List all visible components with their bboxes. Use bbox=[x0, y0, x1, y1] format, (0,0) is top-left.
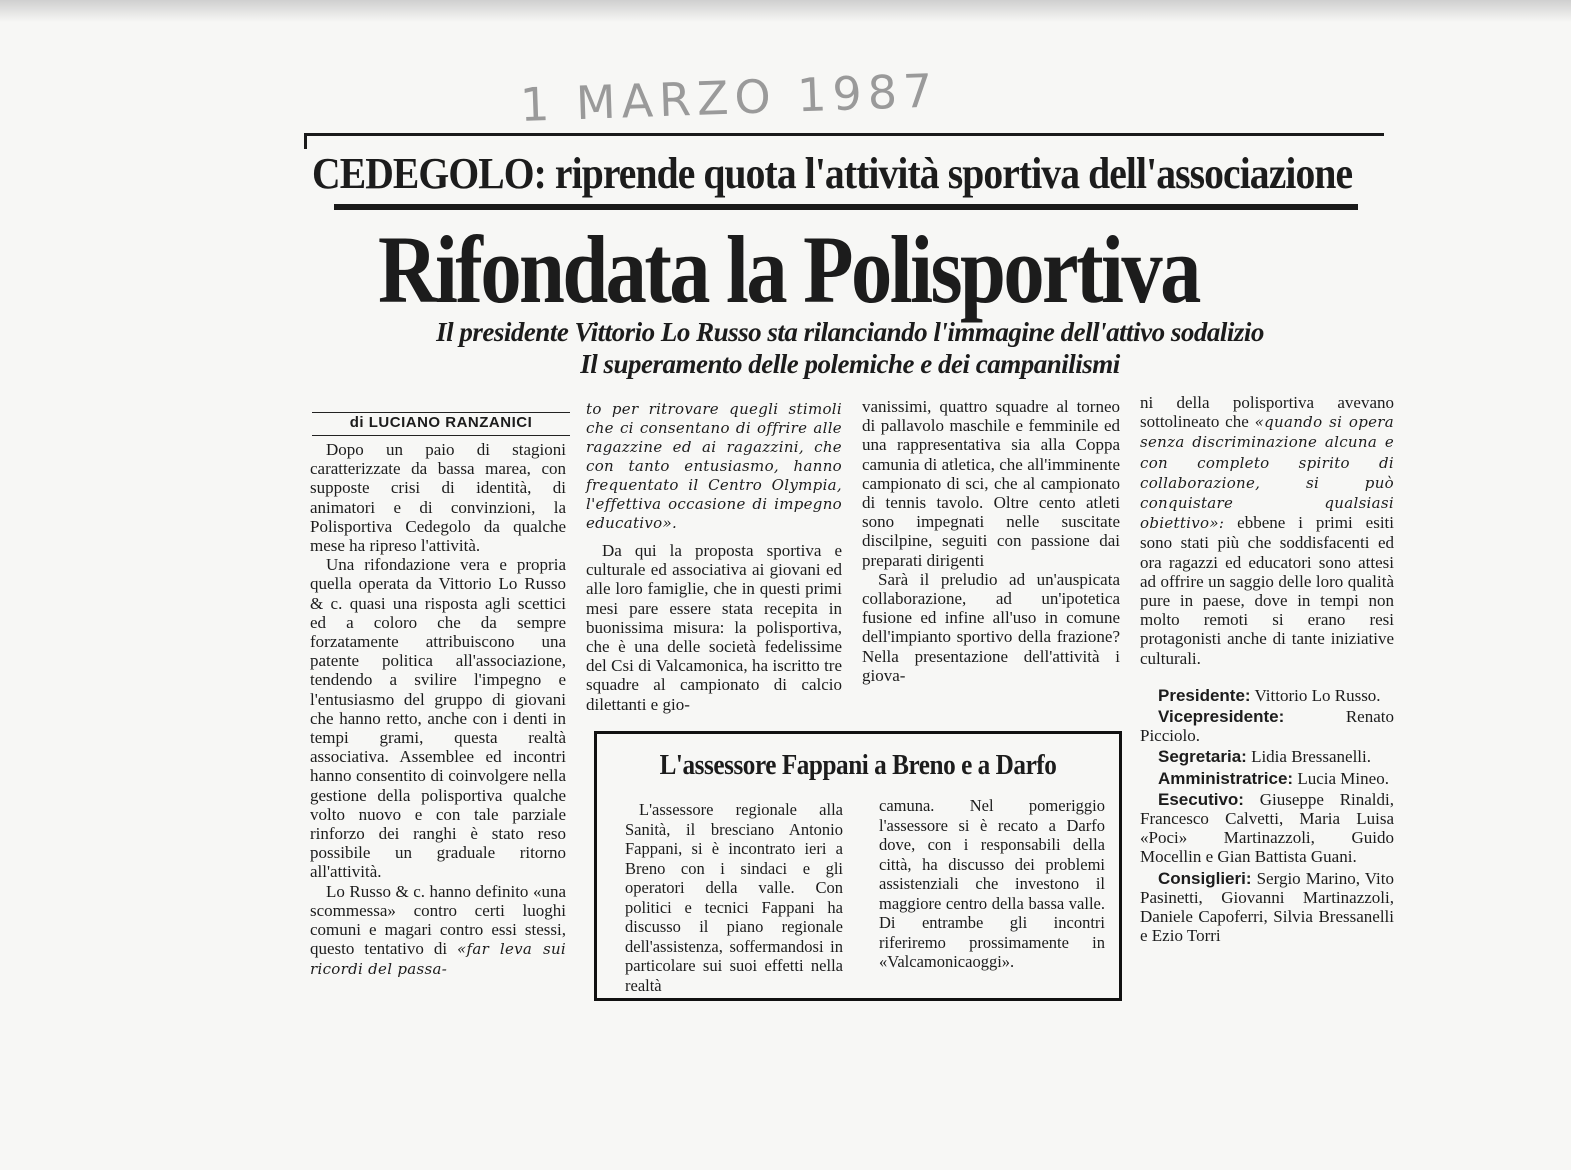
paragraph bbox=[1140, 393, 1394, 668]
article-column-1 bbox=[310, 440, 566, 980]
paragraph: L'assessore regionale alla Sanità, il bresciano Antonio Fappani, si è incontrato ieri a Breno con i sindaci e gli operatori della valle. Con politici e tecnici Fappani ha discusso il piano regionale dell'assistenza, soffermandosi in particolare sui suoi effetti nella realtà bbox=[625, 800, 843, 995]
credit-council bbox=[1140, 869, 1394, 946]
credit-role: Esecutivo: bbox=[1158, 789, 1244, 809]
kicker: CEDEGOLO: riprende quota l'attività sportiva dell'associazione bbox=[312, 149, 1353, 198]
paragraph: Una rifondazione vera e propria quella operata da Vittorio Lo Russo & c. quasi una risposta agli scettici ed a coloro che da sempre forzatamente attribuiscono una patente politica all'associazione, tendendo a svilire l'impegno e l'entusiasmo del gruppo di giovani che hanno retto, anche con i denti in tempi grami, questa realtà associativa. Assemblee ed incontri hanno consentito di coinvolgere nella gestione della polisportiva qualche volto nuovo e con tale parziale rinforzo dei ranghi è stato reso possibile un graduale ritorno all'attività. bbox=[310, 555, 566, 882]
paragraph: Da qui la proposta sportiva e culturale ed associativa ai giovani ed alle loro famiglie, che in questi primi mesi pare essere stata recepita in buonissima misura: la polisportiva, che è una delle società fedelissime del Csi di Valcamonica, ha iscritto tre squadre al campionato di calcio dilettanti e gio- bbox=[586, 541, 842, 714]
board-credits bbox=[1140, 686, 1394, 946]
sidebar-title: L'assessore Fappani a Breno e a Darfo bbox=[659, 750, 1057, 781]
paragraph: Sarà il preludio ad un'auspicata collaborazione, ad un'ipotetica fusione ed infine all'uso in comune dell'impianto sportivo della frazione? Nella presentazione dell'attività i giova- bbox=[862, 569, 1120, 685]
credit-names: Sergio Marino, Vito Pasinetti, Giovanni Martinazzoli, Daniele Capoferri, Silvia Bressanelli e Ezio Torri bbox=[1140, 868, 1394, 946]
credit-role: Presidente: bbox=[1158, 685, 1251, 705]
quote-text: «quando si opera senza discriminazione alcuna e con completo spirito di collaborazione, si può conquistare qualsiasi obiettivo»: bbox=[1140, 413, 1394, 533]
quote-text: to per ritrovare quegli stimoli che ci consentano di offrire alle ragazzine ed ai ragazzini, che con tanto entusiasmo, hanno frequentato il Centro Olympia, l'effettiva occasione di impegno educativo». bbox=[586, 400, 842, 532]
sidebar-column-2 bbox=[879, 796, 1105, 972]
top-rule bbox=[304, 133, 1384, 136]
credit-names: Lidia Bressanelli. bbox=[1251, 747, 1371, 767]
credit-names: Lucia Mineo. bbox=[1297, 768, 1389, 788]
byline: di LUCIANO RANZANICI bbox=[312, 412, 570, 436]
deck bbox=[330, 316, 1370, 380]
credit-role: Vicepresidente: bbox=[1158, 707, 1285, 727]
credit-role: Segretaria: bbox=[1158, 747, 1247, 767]
credit-names: Renato Picciolo. bbox=[1140, 707, 1394, 746]
sidebar-box bbox=[594, 731, 1122, 1001]
headline: Rifondata la Polisportiva bbox=[378, 216, 1199, 323]
credit-role: Amministratrice: bbox=[1158, 768, 1294, 788]
handwritten-date: 1 MARZO 1987 bbox=[519, 63, 940, 133]
top-rule-left-tick bbox=[304, 133, 307, 149]
article-column-4 bbox=[1140, 393, 1394, 947]
deck-line-1: Il presidente Vittorio Lo Russo sta rilanciando l'immagine dell'attivo sodalizio bbox=[436, 317, 1264, 347]
credit-secretary bbox=[1140, 747, 1394, 766]
credit-vicepresident bbox=[1140, 707, 1394, 745]
paragraph: Dopo un paio di stagioni caratterizzate da bassa marea, con supposte crisi di identità, di animatori e di convinzioni, la Polisportiva Cedegolo da qualche mese ha ripreso l'attività. bbox=[310, 440, 566, 556]
credit-role: Consiglieri: bbox=[1158, 868, 1252, 888]
sidebar-column-1 bbox=[625, 800, 843, 995]
credit-administrator bbox=[1140, 769, 1394, 788]
quote-text: «far leva sui ricordi del passa- bbox=[310, 940, 567, 979]
credit-president bbox=[1140, 686, 1394, 705]
credit-names: Vittorio Lo Russo. bbox=[1254, 685, 1381, 705]
credit-executive bbox=[1140, 790, 1394, 867]
credit-names: Giuseppe Rinaldi, Francesco Calvetti, Maria Luisa «Poci» Martinazzoli, Guido Mocellin e Gian Battista Guani. bbox=[1140, 789, 1394, 867]
kicker-underline bbox=[334, 204, 1358, 210]
paragraph: camuna. Nel pomeriggio l'assessore si è recato a Darfo dove, con i responsabili della città, ha discusso dei problemi assistenziali che investono il maggiore centro della bassa valle. Di entrambe gli incontri riferiremo prossimamente in «Valcamonicaoggi». bbox=[879, 796, 1105, 971]
deck-line-2: Il superamento delle polemiche e dei campanilismi bbox=[580, 349, 1120, 379]
paragraph bbox=[310, 882, 566, 980]
paragraph-text: ebbene i primi esiti sono stati più che soddisfacenti ed ora ragazzi ed educatori sono attesi ad offrire un saggio delle loro qualità pure in paese, dove in tempi non molto remoti si erano resi protagonisti anche di tante iniziative culturali. bbox=[1140, 513, 1395, 668]
paragraph: vanissimi, quattro squadre al torneo di pallavolo maschile e femminile ed una rappresentativa sia alla Coppa camunia di atletica, che all'imminente campionato di sci, che al campionato di tennis tavolo. Oltre cento atleti sono impegnati nelle suscitate discilpine, seguiti con passione dai preparati dirigenti bbox=[862, 397, 1120, 570]
paragraph-text: Lo Russo & c. hanno definito «una scommessa» contro certi luoghi comuni e magari contro essi stessi, questo tentativo di bbox=[310, 881, 566, 959]
scan-edge bbox=[0, 0, 1571, 22]
article-column-3 bbox=[862, 397, 1120, 685]
paragraph-text: ni della polisportiva avevano sottolineato che bbox=[1140, 393, 1394, 432]
article-column-2 bbox=[586, 400, 842, 714]
